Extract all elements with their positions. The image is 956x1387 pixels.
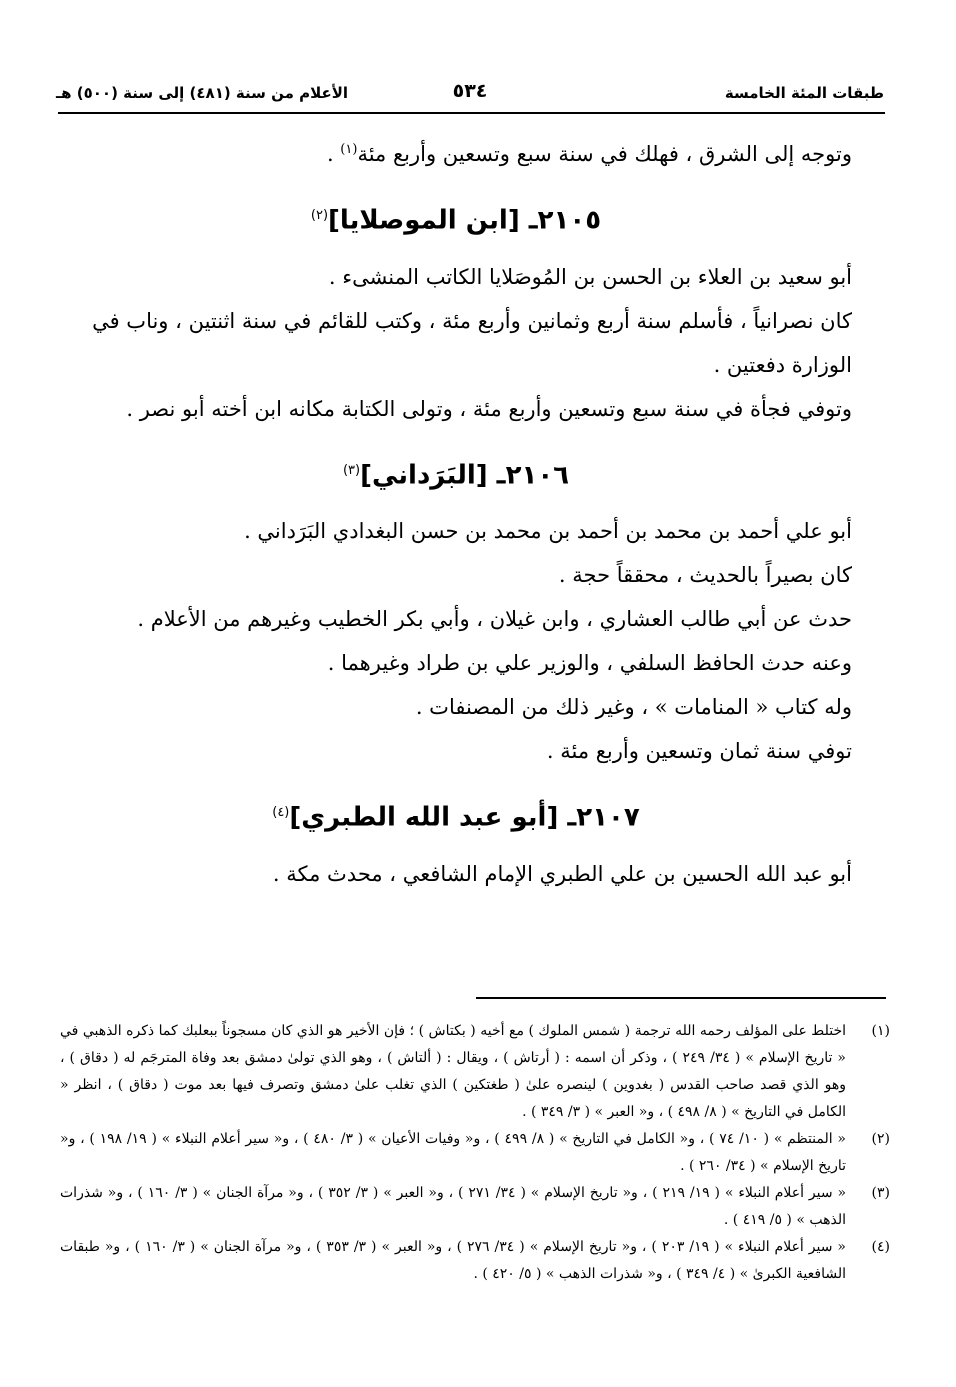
footnote-number: (١) [871, 1023, 890, 1039]
footnote-marker: (٢) [310, 208, 329, 223]
entry-title: ٢١٠٦ـ [البَرَداني] [360, 460, 570, 491]
footnotes [60, 1018, 890, 1288]
footnote [60, 1018, 890, 1126]
paragraph: أبو علي أحمد بن محمد بن أحمد بن محمد بن حسن البغدادي البَرَداني . [244, 519, 852, 544]
header-section-title: طبقات المئة الخامسة [724, 84, 884, 102]
paragraph: حدث عن أبي طالب العشاري ، وابن غيلان ، وأبي بكر الخطيب وغيرهم من الأعلام . [137, 607, 852, 632]
paragraph: أبو عبد الله الحسين بن علي الطبري الإمام الشافعي ، محدث مكة . [272, 861, 852, 886]
footnote-number: (٢) [871, 1131, 890, 1147]
footnote-marker: (٤) [272, 805, 290, 821]
paragraph: وله كتاب « المنامات » ، وغير ذلك من المصنفات . [415, 695, 852, 720]
page-number: ٥٣٤ [452, 80, 488, 102]
intro-text: وتوجه إلى الشرق ، فهلك في سنة سبع وتسعين وأربع مئة [357, 142, 852, 166]
entry-heading [60, 791, 852, 840]
paragraph: أبو سعيد بن العلاء بن الحسن بن المُوصَلايا الكاتب المنشىء . [328, 264, 852, 289]
running-header [56, 80, 884, 110]
footnote-marker: (١) [340, 142, 358, 157]
footnote-text: « سير أعلام النبلاء » ( ١٩/ ٢١٩ ) ، و« تاريخ الإسلام » ( ٣٤/ ٢٧١ ) ، و« العبر » ( ٣/ ٣٥٢ ) ، و« مرآة الجنان » ( ٣/ ١٦٠ ) ، و« شذرات الذهب » ( ٥/ ٤١٩ ) . [60, 1185, 847, 1228]
header-rule [58, 112, 885, 114]
footnote-number: (٤) [871, 1239, 890, 1255]
footnote [60, 1180, 890, 1234]
paragraph: وتوفي فجأة في سنة سبع وتسعين وأربع مئة ، وتولى الكتابة مكانه ابن أخته أبو نصر . [126, 396, 852, 421]
footnote-text: « المنتظم » ( ١٠/ ٧٤ ) ، و« الكامل في التاريخ » ( ٨/ ٤٩٩ ) ، و« وفيات الأعيان » ( ٣/ ٤٨٠ ) ، و« سير أعلام النبلاء » ( ١٩/ ١٩٨ ) ، و« تاريخ الإسلام » ( ٣٤/ ٢٦٠ ) . [60, 1131, 846, 1174]
entry-title: ٢١٠٧ـ [أبو عبد الله الطبري] [289, 802, 640, 833]
footnote-text: اختلط على المؤلف رحمه الله ترجمة ( شمس الملوك ) مع أخيه ( بكتاش ) ؛ فإن الأخير هو الذي كان مسجوناً ببعلبك كما ذكره الذهبي في « تاريخ الإسلام » ( ٣٤/ ٢٤٩ ) ، وذكر أن اسمه : ( أرتاش ) ، ويقال : ( ألتاش ) ، وهو الذي تولىٰ دمشق بعد وفاة المترجَم له ( دقاق ) ، وهو الذي قصد صاحب القدس ( بغدوين ) لينصره علىٰ ( طغتكين ) الذي تغلب علىٰ دمشق وتصرف فيها بعد موت ( دقاق ) ، انظر « الكامل في التاريخ » ( ٨/ ٤٩٨ ) ، و« العبر » ( ٣/ ٣٤٩ ) . [60, 1023, 846, 1120]
entry-title: ٢١٠٥ـ [ابن الموصلايا] [328, 205, 602, 236]
paragraph: كان نصرانياً ، فأسلم سنة أربع وثمانين وأربع مئة ، وكتب للقائم في سنة اثنتين ، وناب في الوزارة دفعتين . [92, 308, 852, 377]
footnote-rule [476, 997, 886, 999]
paragraph: وعنه حدث الحافظ السلفي ، والوزير علي بن طراد وغيرهما . [327, 651, 852, 676]
intro-paragraph: وتوجه إلى الشرق ، فهلك في سنة سبع وتسعين وأربع مئة$^{(١)}$ . [326, 142, 852, 166]
entry-heading [60, 449, 852, 498]
header-range-title: الأعلام من سنة (٤٨١) إلى سنة (٥٠٠) هـ [56, 84, 349, 102]
paragraph: كان بصيراً بالحديث ، محققاً حجة . [558, 563, 852, 588]
footnote-text: « سير أعلام النبلاء » ( ١٩/ ٢٠٣ ) ، و« تاريخ الإسلام » ( ٣٤/ ٢٧٦ ) ، و« العبر » ( ٣/ ٣٥٣ ) ، و« مرآة الجنان » ( ٣/ ١٦٠ ) ، و« طبقات الشافعية الكبرىٰ » ( ٤/ ٣٤٩ ) ، و« شذرات الذهب » ( ٥/ ٤٢٠ ) . [60, 1239, 846, 1282]
footnote [60, 1234, 890, 1288]
footnote-number: (٣) [871, 1185, 890, 1201]
entry-heading [60, 194, 852, 243]
footnote [60, 1126, 890, 1180]
footnote-marker: (٣) [342, 462, 361, 478]
main-text [60, 128, 852, 896]
paragraph: توفي سنة ثمان وتسعين وأربع مئة . [546, 739, 852, 764]
